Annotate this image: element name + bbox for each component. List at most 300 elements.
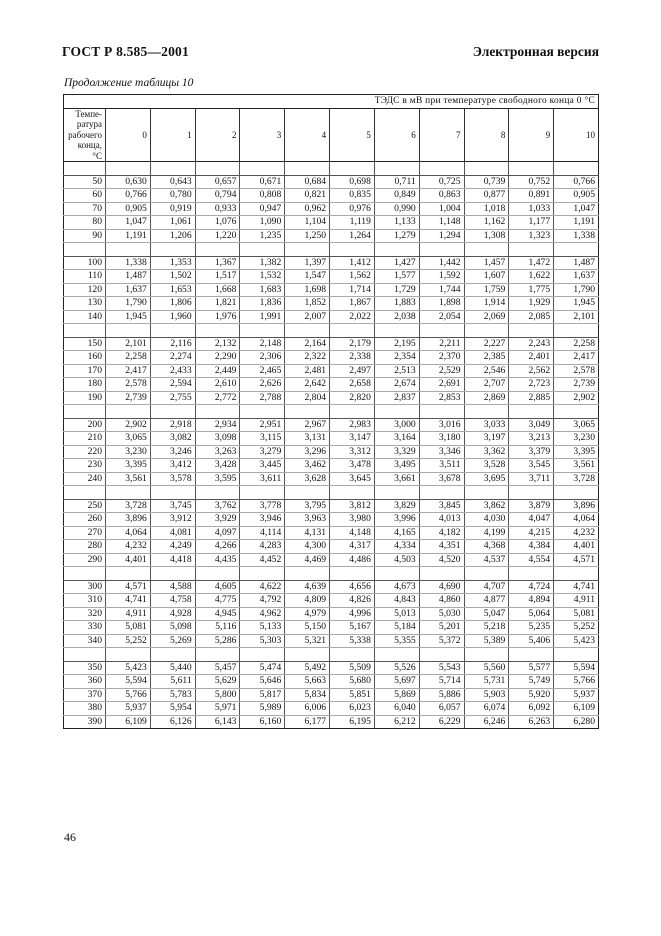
separator-cell	[195, 243, 240, 257]
emf-value-cell: 1,472	[509, 256, 554, 270]
emf-value-cell: 5,269	[150, 634, 195, 648]
temperature-cell: 330	[64, 621, 106, 635]
emf-value-cell: 6,177	[285, 715, 330, 729]
emf-value-cell: 3,164	[374, 432, 419, 446]
emf-value-cell: 6,229	[419, 715, 464, 729]
emf-value-cell: 3,180	[419, 432, 464, 446]
emf-value-cell: 4,690	[419, 580, 464, 594]
emf-value-cell: 4,435	[195, 553, 240, 567]
emf-value-cell: 1,991	[240, 310, 285, 324]
group-separator	[64, 486, 599, 500]
temperature-cell: 370	[64, 688, 106, 702]
table-row	[64, 607, 599, 621]
emf-value-cell: 3,695	[464, 472, 509, 486]
table-row	[64, 715, 599, 729]
emf-value-cell: 1,577	[374, 270, 419, 284]
separator-cell	[419, 324, 464, 338]
emf-value-cell: 2,054	[419, 310, 464, 324]
emf-value-cell: 1,714	[330, 283, 375, 297]
emf-value-cell: 1,442	[419, 256, 464, 270]
table-caption: Продолжение таблицы 10	[64, 77, 194, 89]
page-number: 46	[64, 830, 76, 844]
emf-value-cell: 5,611	[150, 675, 195, 689]
emf-value-cell: 1,033	[509, 202, 554, 216]
separator-cell	[554, 405, 599, 419]
emf-value-cell: 1,133	[374, 216, 419, 230]
document-code: ГОСТ Р 8.585—2001	[62, 44, 189, 59]
emf-value-cell: 2,179	[330, 337, 375, 351]
emf-value-cell: 1,729	[374, 283, 419, 297]
emf-value-cell: 5,749	[509, 675, 554, 689]
emf-value-cell: 4,622	[240, 580, 285, 594]
table-row	[64, 175, 599, 189]
emf-value-cell: 4,081	[150, 526, 195, 540]
emf-value-cell: 5,235	[509, 621, 554, 635]
emf-value-cell: 1,637	[554, 270, 599, 284]
emf-value-cell: 4,639	[285, 580, 330, 594]
emf-value-cell: 5,423	[554, 634, 599, 648]
table-row	[64, 256, 599, 270]
emf-value-cell: 1,191	[106, 229, 151, 243]
temperature-cell: 230	[64, 459, 106, 473]
emf-value-cell: 0,863	[419, 189, 464, 203]
emf-value-cell: 1,338	[554, 229, 599, 243]
temperature-cell: 240	[64, 472, 106, 486]
table-row	[64, 391, 599, 405]
emf-value-cell: 3,645	[330, 472, 375, 486]
emf-value-cell: 2,658	[330, 378, 375, 392]
emf-value-cell: 2,306	[240, 351, 285, 365]
emf-value-cell: 5,081	[554, 607, 599, 621]
emf-value-cell: 4,860	[419, 594, 464, 608]
emf-value-cell: 4,996	[330, 607, 375, 621]
emf-value-cell: 1,852	[285, 297, 330, 311]
emf-value-cell: 3,412	[150, 459, 195, 473]
emf-value-cell: 0,976	[330, 202, 375, 216]
emf-value-cell: 2,211	[419, 337, 464, 351]
separator-cell	[106, 567, 151, 581]
table-row	[64, 702, 599, 716]
emf-value-cell: 3,728	[106, 499, 151, 513]
emf-value-cell: 0,821	[285, 189, 330, 203]
emf-value-cell: 1,668	[195, 283, 240, 297]
table-row	[64, 594, 599, 608]
emf-value-cell: 6,160	[240, 715, 285, 729]
emf-value-cell: 5,252	[106, 634, 151, 648]
emf-value-cell: 2,934	[195, 418, 240, 432]
column-header: 1	[150, 108, 195, 162]
emf-value-cell: 5,766	[106, 688, 151, 702]
emf-value-cell: 3,082	[150, 432, 195, 446]
separator-cell	[464, 648, 509, 662]
emf-value-cell: 3,929	[195, 513, 240, 527]
table-row	[64, 337, 599, 351]
emf-value-cell: 1,061	[150, 216, 195, 230]
emf-value-cell: 1,220	[195, 229, 240, 243]
separator-cell	[285, 567, 330, 581]
emf-value-cell: 1,790	[106, 297, 151, 311]
column-header: 0	[106, 108, 151, 162]
emf-value-cell: 1,883	[374, 297, 419, 311]
emf-value-cell: 2,465	[240, 364, 285, 378]
emf-value-cell: 2,642	[285, 378, 330, 392]
group-separator	[64, 162, 599, 176]
emf-value-cell: 0,891	[509, 189, 554, 203]
group-separator	[64, 324, 599, 338]
column-header: 8	[464, 108, 509, 162]
column-header: 10	[554, 108, 599, 162]
temperature-cell: 160	[64, 351, 106, 365]
emf-value-cell: 6,195	[330, 715, 375, 729]
emf-value-cell: 3,678	[419, 472, 464, 486]
emf-value-cell: 2,243	[509, 337, 554, 351]
emf-value-cell: 4,503	[374, 553, 419, 567]
separator-cell	[374, 324, 419, 338]
emf-value-cell: 0,877	[464, 189, 509, 203]
temperature-cell: 110	[64, 270, 106, 284]
emf-value-cell: 5,423	[106, 661, 151, 675]
emf-value-cell: 5,133	[240, 621, 285, 635]
separator-cell	[150, 648, 195, 662]
emf-value-cell: 0,643	[150, 175, 195, 189]
emf-value-cell: 3,795	[285, 499, 330, 513]
emf-value-cell: 4,148	[330, 526, 375, 540]
table-row	[64, 378, 599, 392]
emf-value-cell: 2,258	[554, 337, 599, 351]
emf-value-cell: 3,115	[240, 432, 285, 446]
emf-value-cell: 4,486	[330, 553, 375, 567]
emf-value-cell: 3,728	[554, 472, 599, 486]
emf-value-cell: 4,469	[285, 553, 330, 567]
emf-value-cell: 3,996	[374, 513, 419, 527]
emf-value-cell: 5,954	[150, 702, 195, 716]
temperature-cell: 350	[64, 661, 106, 675]
separator-cell	[240, 648, 285, 662]
temperature-cell: 70	[64, 202, 106, 216]
table-row	[64, 540, 599, 554]
emf-value-cell: 3,000	[374, 418, 419, 432]
emf-value-cell: 0,933	[195, 202, 240, 216]
emf-value-cell: 4,775	[195, 594, 240, 608]
emf-value-cell: 3,213	[509, 432, 554, 446]
emf-value-cell: 6,126	[150, 715, 195, 729]
emf-value-cell: 5,989	[240, 702, 285, 716]
table-row	[64, 675, 599, 689]
emf-value-cell: 2,132	[195, 337, 240, 351]
emf-value-cell: 2,853	[419, 391, 464, 405]
emf-value-cell: 5,338	[330, 634, 375, 648]
emf-value-cell: 4,401	[106, 553, 151, 567]
emf-value-cell: 3,329	[374, 445, 419, 459]
table-row	[64, 459, 599, 473]
emf-value-cell: 2,164	[285, 337, 330, 351]
emf-value-cell: 4,877	[464, 594, 509, 608]
emf-value-cell: 2,481	[285, 364, 330, 378]
emf-value-cell: 1,637	[106, 283, 151, 297]
separator-cell	[195, 486, 240, 500]
emf-value-cell: 4,741	[106, 594, 151, 608]
emf-value-cell: 3,745	[150, 499, 195, 513]
emf-value-cell: 1,517	[195, 270, 240, 284]
emf-value-cell: 6,006	[285, 702, 330, 716]
emf-value-cell: 0,698	[330, 175, 375, 189]
emf-value-cell: 4,013	[419, 513, 464, 527]
separator-cell	[285, 405, 330, 419]
emf-value-cell: 3,611	[240, 472, 285, 486]
emf-value-cell: 0,630	[106, 175, 151, 189]
emf-value-cell: 3,462	[285, 459, 330, 473]
emf-value-cell: 3,230	[554, 432, 599, 446]
emf-value-cell: 5,594	[554, 661, 599, 675]
emf-value-cell: 1,353	[150, 256, 195, 270]
emf-value-cell: 3,230	[106, 445, 151, 459]
group-separator	[64, 648, 599, 662]
emf-value-cell: 1,264	[330, 229, 375, 243]
emf-value-cell: 4,300	[285, 540, 330, 554]
table-row	[64, 418, 599, 432]
emf-value-cell: 5,663	[285, 675, 330, 689]
emf-value-cell: 3,296	[285, 445, 330, 459]
emf-value-cell: 4,334	[374, 540, 419, 554]
table-row	[64, 499, 599, 513]
table-row	[64, 351, 599, 365]
emf-value-cell: 3,395	[554, 445, 599, 459]
emf-value-cell: 5,355	[374, 634, 419, 648]
emf-value-cell: 4,418	[150, 553, 195, 567]
emf-value-cell: 4,114	[240, 526, 285, 540]
edition-label: Электронная версия	[472, 44, 599, 59]
emf-value-cell: 5,474	[240, 661, 285, 675]
table-row	[64, 432, 599, 446]
table-body	[64, 162, 599, 729]
emf-value-cell: 5,800	[195, 688, 240, 702]
separator-cell	[64, 324, 106, 338]
emf-value-cell: 2,691	[419, 378, 464, 392]
emf-value-cell: 4,588	[150, 580, 195, 594]
emf-value-cell: 5,834	[285, 688, 330, 702]
emf-value-cell: 5,252	[554, 621, 599, 635]
emf-value-cell: 5,184	[374, 621, 419, 635]
table-row	[64, 634, 599, 648]
emf-value-cell: 3,980	[330, 513, 375, 527]
emf-value-cell: 2,069	[464, 310, 509, 324]
emf-value-cell: 1,076	[195, 216, 240, 230]
emf-value-cell: 2,674	[374, 378, 419, 392]
emf-value-cell: 4,792	[240, 594, 285, 608]
separator-cell	[554, 486, 599, 500]
emf-value-cell: 4,571	[106, 580, 151, 594]
emf-value-cell: 3,711	[509, 472, 554, 486]
temperature-cell: 390	[64, 715, 106, 729]
separator-cell	[374, 648, 419, 662]
temperature-cell: 150	[64, 337, 106, 351]
emf-value-cell: 2,885	[509, 391, 554, 405]
emf-value-cell: 0,905	[106, 202, 151, 216]
separator-cell	[464, 567, 509, 581]
emf-value-cell: 2,417	[106, 364, 151, 378]
emf-value-cell: 3,963	[285, 513, 330, 527]
emf-value-cell: 5,372	[419, 634, 464, 648]
separator-cell	[509, 405, 554, 419]
emf-value-cell: 0,739	[464, 175, 509, 189]
temperature-cell: 300	[64, 580, 106, 594]
emf-value-cell: 1,821	[195, 297, 240, 311]
emf-value-cell: 6,074	[464, 702, 509, 716]
emf-value-cell: 0,808	[240, 189, 285, 203]
separator-cell	[285, 324, 330, 338]
emf-value-cell: 5,286	[195, 634, 240, 648]
emf-value-cell: 2,354	[374, 351, 419, 365]
emf-value-cell: 3,263	[195, 445, 240, 459]
emf-value-cell: 3,098	[195, 432, 240, 446]
emf-value-cell: 4,945	[195, 607, 240, 621]
emf-value-cell: 2,085	[509, 310, 554, 324]
emf-value-cell: 1,562	[330, 270, 375, 284]
emf-value-cell: 1,775	[509, 283, 554, 297]
table-row	[64, 513, 599, 527]
emf-value-cell: 0,905	[554, 189, 599, 203]
row-header-cell	[64, 108, 106, 162]
separator-cell	[509, 648, 554, 662]
emf-value-cell: 4,605	[195, 580, 240, 594]
table-row	[64, 553, 599, 567]
separator-cell	[330, 405, 375, 419]
emf-value-cell: 3,661	[374, 472, 419, 486]
emf-value-cell: 4,537	[464, 553, 509, 567]
separator-cell	[106, 324, 151, 338]
emf-value-cell: 0,780	[150, 189, 195, 203]
temperature-cell: 130	[64, 297, 106, 311]
emf-value-cell: 3,946	[240, 513, 285, 527]
emf-value-cell: 5,577	[509, 661, 554, 675]
thermo-emf-table	[63, 94, 599, 729]
separator-cell	[330, 243, 375, 257]
emf-value-cell: 2,820	[330, 391, 375, 405]
emf-value-cell: 1,294	[419, 229, 464, 243]
separator-cell	[240, 567, 285, 581]
separator-cell	[240, 405, 285, 419]
temperature-cell: 80	[64, 216, 106, 230]
emf-value-cell: 5,440	[150, 661, 195, 675]
group-separator	[64, 405, 599, 419]
emf-value-cell: 5,937	[554, 688, 599, 702]
emf-value-cell: 3,065	[106, 432, 151, 446]
temperature-cell: 90	[64, 229, 106, 243]
emf-value-cell: 2,007	[285, 310, 330, 324]
emf-value-cell: 3,912	[150, 513, 195, 527]
emf-value-cell: 1,914	[464, 297, 509, 311]
separator-cell	[554, 648, 599, 662]
emf-value-cell: 4,571	[554, 553, 599, 567]
emf-value-cell: 5,201	[419, 621, 464, 635]
emf-value-cell: 5,098	[150, 621, 195, 635]
emf-value-cell: 4,030	[464, 513, 509, 527]
emf-value-cell: 5,920	[509, 688, 554, 702]
emf-value-cell: 6,023	[330, 702, 375, 716]
table-row	[64, 688, 599, 702]
emf-value-cell: 1,018	[464, 202, 509, 216]
separator-cell	[419, 243, 464, 257]
separator-cell	[240, 324, 285, 338]
emf-value-cell: 0,711	[374, 175, 419, 189]
emf-value-cell: 3,896	[554, 499, 599, 513]
emf-value-cell: 0,752	[509, 175, 554, 189]
table-row	[64, 445, 599, 459]
emf-value-cell: 1,945	[554, 297, 599, 311]
emf-value-cell: 0,766	[554, 175, 599, 189]
temperature-cell: 270	[64, 526, 106, 540]
emf-value-cell: 6,092	[509, 702, 554, 716]
emf-value-cell: 5,321	[285, 634, 330, 648]
temperature-cell: 250	[64, 499, 106, 513]
emf-value-cell: 3,812	[330, 499, 375, 513]
emf-value-cell: 5,680	[330, 675, 375, 689]
emf-value-cell: 5,869	[374, 688, 419, 702]
emf-value-cell: 2,370	[419, 351, 464, 365]
emf-value-cell: 0,835	[330, 189, 375, 203]
emf-value-cell: 3,879	[509, 499, 554, 513]
emf-value-cell: 2,902	[554, 391, 599, 405]
emf-value-cell: 3,362	[464, 445, 509, 459]
emf-value-cell: 4,707	[464, 580, 509, 594]
separator-cell	[509, 567, 554, 581]
separator-cell	[150, 162, 195, 176]
temperature-cell: 290	[64, 553, 106, 567]
emf-value-cell: 1,206	[150, 229, 195, 243]
emf-value-cell: 5,526	[374, 661, 419, 675]
separator-cell	[464, 243, 509, 257]
temperature-cell: 280	[64, 540, 106, 554]
emf-value-cell: 3,829	[374, 499, 419, 513]
emf-value-cell: 4,165	[374, 526, 419, 540]
emf-value-cell: 4,656	[330, 580, 375, 594]
emf-value-cell: 1,004	[419, 202, 464, 216]
emf-value-cell: 3,595	[195, 472, 240, 486]
emf-value-cell: 4,894	[509, 594, 554, 608]
table-title: ТЭДС в мВ при температуре свободного конца 0 °С	[64, 95, 599, 109]
emf-value-cell: 5,851	[330, 688, 375, 702]
emf-value-cell: 5,714	[419, 675, 464, 689]
separator-cell	[330, 324, 375, 338]
emf-value-cell: 1,090	[240, 216, 285, 230]
temperature-cell: 50	[64, 175, 106, 189]
group-separator	[64, 243, 599, 257]
emf-value-cell: 5,817	[240, 688, 285, 702]
separator-cell	[554, 162, 599, 176]
emf-value-cell: 1,960	[150, 310, 195, 324]
emf-value-cell: 3,147	[330, 432, 375, 446]
separator-cell	[509, 243, 554, 257]
temperature-cell: 310	[64, 594, 106, 608]
emf-value-cell: 4,097	[195, 526, 240, 540]
emf-value-cell: 5,629	[195, 675, 240, 689]
separator-cell	[374, 243, 419, 257]
emf-value-cell: 6,040	[374, 702, 419, 716]
emf-value-cell: 6,109	[554, 702, 599, 716]
emf-value-cell: 1,653	[150, 283, 195, 297]
emf-value-cell: 2,116	[150, 337, 195, 351]
temperature-cell: 340	[64, 634, 106, 648]
emf-value-cell: 6,263	[509, 715, 554, 729]
separator-cell	[240, 486, 285, 500]
separator-cell	[374, 405, 419, 419]
separator-cell	[106, 486, 151, 500]
emf-value-cell: 2,038	[374, 310, 419, 324]
emf-value-cell: 3,528	[464, 459, 509, 473]
emf-value-cell: 1,047	[554, 202, 599, 216]
separator-cell	[240, 243, 285, 257]
emf-value-cell: 5,509	[330, 661, 375, 675]
